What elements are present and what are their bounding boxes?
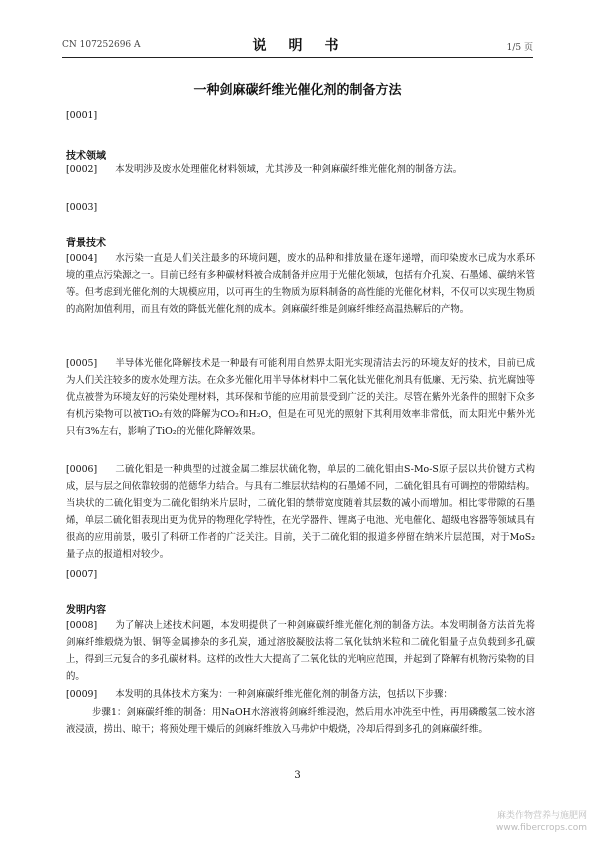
header-rule bbox=[62, 57, 533, 58]
section-invention: 发明内容 bbox=[66, 605, 106, 616]
para-0008 bbox=[66, 617, 535, 685]
para-tag: [0008] bbox=[66, 620, 98, 631]
para-text: 水污染一直是人们关注最多的环境问题，废水的品种和排放量在逐年递增，而印染废水已成为水系环境的重点污染源之一。目前已经有多种碳材料被合成制备并应用于光催化领域，包括有介孔炭、石墨烯、碳纳米管等。但考虑到光催化剂的大规模应用，以可再生的生物质为原料制备的高性能的光催化材料，不仅可以实现生物质的高附加值利用，而且有效的降低光催化剂的成本。剑麻碳纤维是剑麻纤维经高温热解后的产物。 bbox=[66, 253, 535, 315]
para-0006 bbox=[66, 461, 535, 563]
para-text: 半导体光催化降解技术是一种最有可能利用自然界太阳光实现清洁去污的环境友好的技术，目前已成为人们关注较多的废水处理方法。在众多光催化用半导体材料中二氧化钛光催化剂具有低廉、无污染、抗光腐蚀等优点被誉为环境友好的污染处理材料，其环保和节能的应用前景受到广泛的关注。尽管在紫外光条件的照射下众多有机污染物可以被TiO₂有效的降解为CO₂和H₂O，但是在可见光的照射下其利用效率非常低，而太阳光中紫外光只有3%左右，影响了TiO₂的光催化降解效果。 bbox=[66, 358, 535, 437]
para-tag: [0002] bbox=[66, 164, 98, 175]
watermark-line-2: www.fibercrops.com bbox=[496, 823, 587, 833]
para-0007: [0007] bbox=[66, 569, 98, 580]
para-tag: [0004] bbox=[66, 253, 98, 264]
para-text: 本发明的具体技术方案为：一种剑麻碳纤维光催化剂的制备方法，包括以下步骤： bbox=[115, 689, 453, 700]
para-0009 bbox=[66, 686, 535, 703]
para-0003: [0003] bbox=[66, 202, 98, 213]
page-header bbox=[62, 30, 533, 52]
section-background: 背景技术 bbox=[66, 238, 106, 249]
para-0004 bbox=[66, 250, 535, 318]
page-ref: 1/5 页 bbox=[506, 43, 533, 53]
doc-type: 说 明 书 bbox=[252, 38, 343, 54]
para-0001: [0001] bbox=[66, 110, 98, 121]
watermark bbox=[496, 810, 587, 834]
para-tag: [0009] bbox=[66, 689, 98, 700]
page-number: 3 bbox=[294, 770, 301, 781]
para-0002 bbox=[66, 161, 535, 178]
para-0005 bbox=[66, 355, 535, 440]
para-text: 为了解决上述技术问题，本发明提供了一种剑麻碳纤维光催化剂的制备方法。本发明制备方法首先将剑麻纤维煅烧为银、铜等金属掺杂的多孔炭，通过溶胶凝胶法将二氧化钛纳米粒和二硫化钼量子点负载到多孔碳上，得到三元复合的多孔碳材料。这样的改性大大提高了二氧化钛的光响应范围，并起到了降解有机物污染物的目的。 bbox=[66, 620, 535, 682]
document-title: 一种剑麻碳纤维光催化剂的制备方法 bbox=[193, 83, 402, 98]
para-tag: [0005] bbox=[66, 358, 98, 369]
para-text: 本发明涉及废水处理催化材料领域，尤其涉及一种剑麻碳纤维光催化剂的制备方法。 bbox=[115, 164, 463, 175]
para-tag: [0006] bbox=[66, 464, 98, 475]
watermark-line-1: 麻类作物营养与施肥网 bbox=[496, 811, 587, 821]
step-1: 步骤1：剑麻碳纤维的制备：用NaOH水溶液将剑麻纤维浸泡，然后用水冲洗至中性，再用磷酸氢二铵水溶液浸渍，捞出、晾干；将预处理干燥后的剑麻纤维放入马弗炉中煅烧，冷却后得到多孔的剑麻碳纤维。 bbox=[66, 707, 535, 735]
doc-number: CN 107252696 A bbox=[62, 40, 141, 50]
section-tech-field: 技术领域 bbox=[66, 151, 106, 162]
para-text: 二硫化钼是一种典型的过渡金属二维层状硫化物，单层的二硫化钼由S-Mo-S原子层以共价键方式构成，层与层之间依靠较弱的范德华力结合。与具有二维层状结构的石墨烯不同，二硫化钼具有可调控的带隙结构。当块状的二硫化钼变为二硫化钼纳米片层时，二硫化钼的禁带宽度随着其层数的减小而增加。相比零带隙的石墨烯，单层二硫化钼表现出更为优异的物理化学特性，在光学器件、锂离子电池、光电催化、超级电容器等领域具有很高的应用前景，吸引了科研工作者的广泛关注。目前，关于二硫化钼的报道多停留在纳米片层范围，对于MoS₂量子点的报道相对较少。 bbox=[66, 464, 535, 560]
